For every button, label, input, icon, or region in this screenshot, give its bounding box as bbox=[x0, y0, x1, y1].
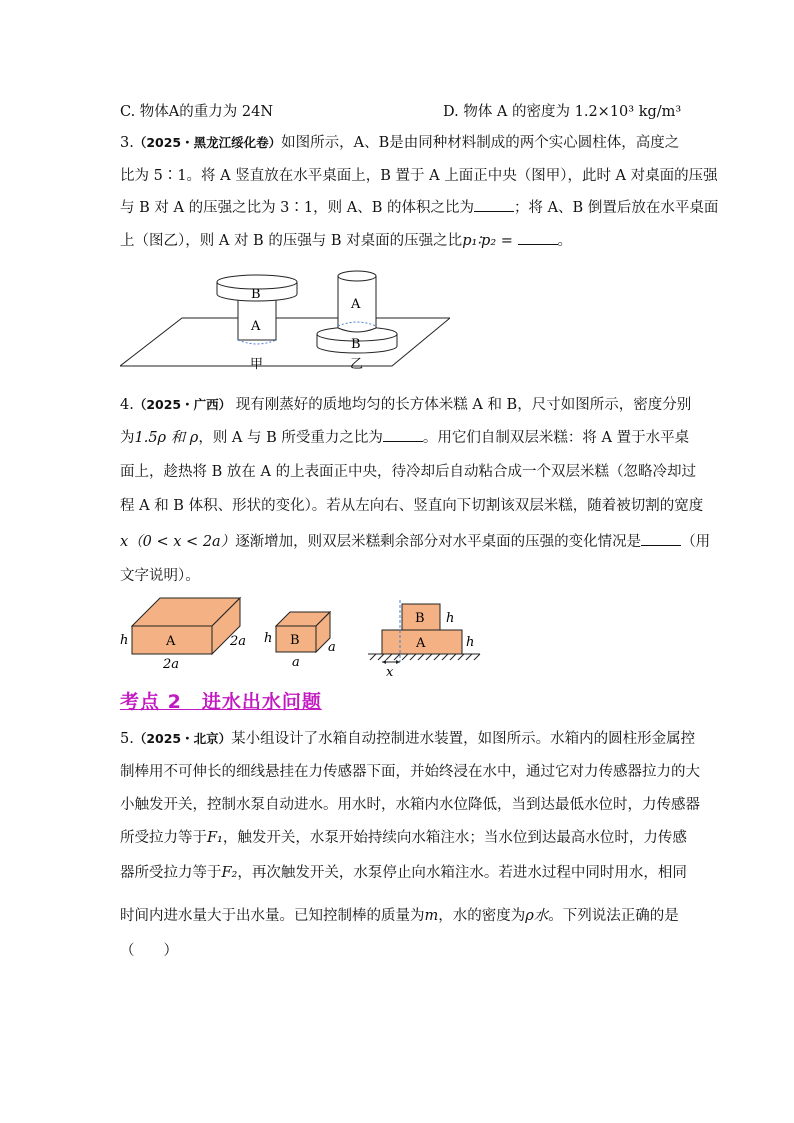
label-h: h bbox=[264, 631, 273, 646]
label-x: x bbox=[386, 665, 394, 678]
section-title: 考点 2 进水出水问题 bbox=[120, 691, 322, 713]
q4-line3: 面上，趁热将 B 放在 A 的上表面正中央，待冷却后自动粘合成一个双层米糕（忽略冷却过 bbox=[120, 464, 697, 480]
q4-line1: 4.（2025・广西） 现有刚蒸好的质地均匀的长方体米糕 A 和 B，尺寸如图所示，密度分别 bbox=[120, 397, 692, 413]
ground-hatch bbox=[370, 654, 480, 660]
q4-line5: x（0 < x < 2a）逐渐增加，则双层米糕剩余部分对水平桌面的压强的变化情况是 （用 bbox=[120, 534, 711, 550]
answer-blank[interactable] bbox=[518, 232, 558, 245]
label-b: B bbox=[251, 287, 261, 302]
q3-figure bbox=[120, 268, 450, 380]
option-c: C. 物体A的重力为 24N bbox=[120, 104, 274, 120]
label-a: A bbox=[416, 636, 426, 651]
option-d: D. 物体 A 的密度为 1.2×10³ kg/m³ bbox=[443, 104, 682, 120]
q3-line1: 3.（2025・黑龙江绥化卷）如图所示，A、B是由同种材料制成的两个实心圆柱体，高度之 bbox=[120, 135, 680, 151]
block-b bbox=[264, 612, 336, 670]
label-b: B bbox=[351, 337, 361, 352]
label-b: B bbox=[290, 633, 300, 648]
q3-line2: 比为 5∶1。将 A 竖直放在水平桌面上，B 置于 A 上面正中央（图甲），此时 A 对桌面的压强 bbox=[120, 168, 718, 184]
answer-blank[interactable] bbox=[474, 199, 514, 212]
label-b: B bbox=[415, 611, 425, 626]
cylinder-a-left bbox=[238, 296, 276, 344]
label-2a-depth: 2a bbox=[230, 634, 247, 649]
caption-jia: 甲 bbox=[250, 357, 264, 372]
table-plane bbox=[120, 318, 450, 366]
disc-b-left bbox=[217, 275, 297, 302]
q4-source: （2025・广西） bbox=[133, 397, 232, 412]
label-a-width: a bbox=[292, 655, 300, 670]
q5-line1: 5.（2025・北京）某小组设计了水箱自动控制进水装置，如图所示。水箱内的圆柱形金属控 bbox=[120, 731, 696, 747]
q3-source: （2025・黑龙江绥化卷） bbox=[133, 135, 282, 150]
label-h: h bbox=[120, 633, 129, 648]
q4-line6: 文字说明）。 bbox=[120, 568, 200, 584]
answer-blank[interactable] bbox=[641, 533, 681, 546]
stacked-cake bbox=[368, 600, 480, 678]
block-a bbox=[120, 598, 246, 672]
label-a: A bbox=[351, 297, 361, 312]
q3-line3: 与 B 对 A 的压强之比为 3∶1，则 A、B 的体积之比为 ；将 A、B 倒置后放在水平桌面 bbox=[120, 200, 719, 216]
answer-blank[interactable] bbox=[383, 429, 423, 442]
q4-line2: 为1.5ρ 和 ρ，则 A 与 B 所受重力之比为 。用它们自制双层米糕：将 A 置于水平桌 bbox=[120, 430, 690, 446]
q5-line6: 时间内进水量大于出水量。已知控制棒的质量为m，水的密度为ρ水。下列说法正确的是 bbox=[120, 908, 679, 924]
q5-line4: 所受拉力等于F₁，触发开关，水泵开始持续向水箱注水；当水位到达最高水位时，力传感 bbox=[120, 830, 687, 846]
caption-yi: 乙 bbox=[350, 357, 364, 372]
q3-number: 3. bbox=[120, 135, 134, 151]
q5-source: （2025・北京） bbox=[133, 731, 232, 746]
q3-line4: 上（图乙），则 A 对 B 的压强与 B 对桌面的压强之比p₁∶p₂ = 。 bbox=[120, 233, 573, 249]
q4-line4: 程 A 和 B 体积、形状的变化）。若从左向右、竖直向下切割该双层米糕，随着被切割的宽度 bbox=[120, 498, 704, 514]
label-h: h bbox=[466, 635, 475, 650]
q5-line5: 器所受拉力等于F₂，再次触发开关，水泵停止向水箱注水。若进水过程中同时用水，相同 bbox=[120, 865, 687, 881]
label-a-depth: a bbox=[328, 640, 336, 655]
label-2a: 2a bbox=[163, 657, 180, 672]
q5-line3: 小触发开关，控制水泵自动进水。用水时，水箱内水位降低，当到达最低水位时，力传感器 bbox=[120, 797, 700, 813]
label-h: h bbox=[446, 611, 455, 626]
label-a: A bbox=[166, 634, 176, 649]
cylinder-a-right bbox=[338, 271, 376, 332]
label-a: A bbox=[251, 319, 261, 334]
q5-line2: 制棒用不可伸长的细线悬挂在力传感器下面，并始终浸在水中，通过它对力传感器拉力的大 bbox=[120, 764, 700, 780]
q4-figure bbox=[118, 596, 488, 678]
q5-answer-paren: （ ） bbox=[120, 943, 178, 959]
